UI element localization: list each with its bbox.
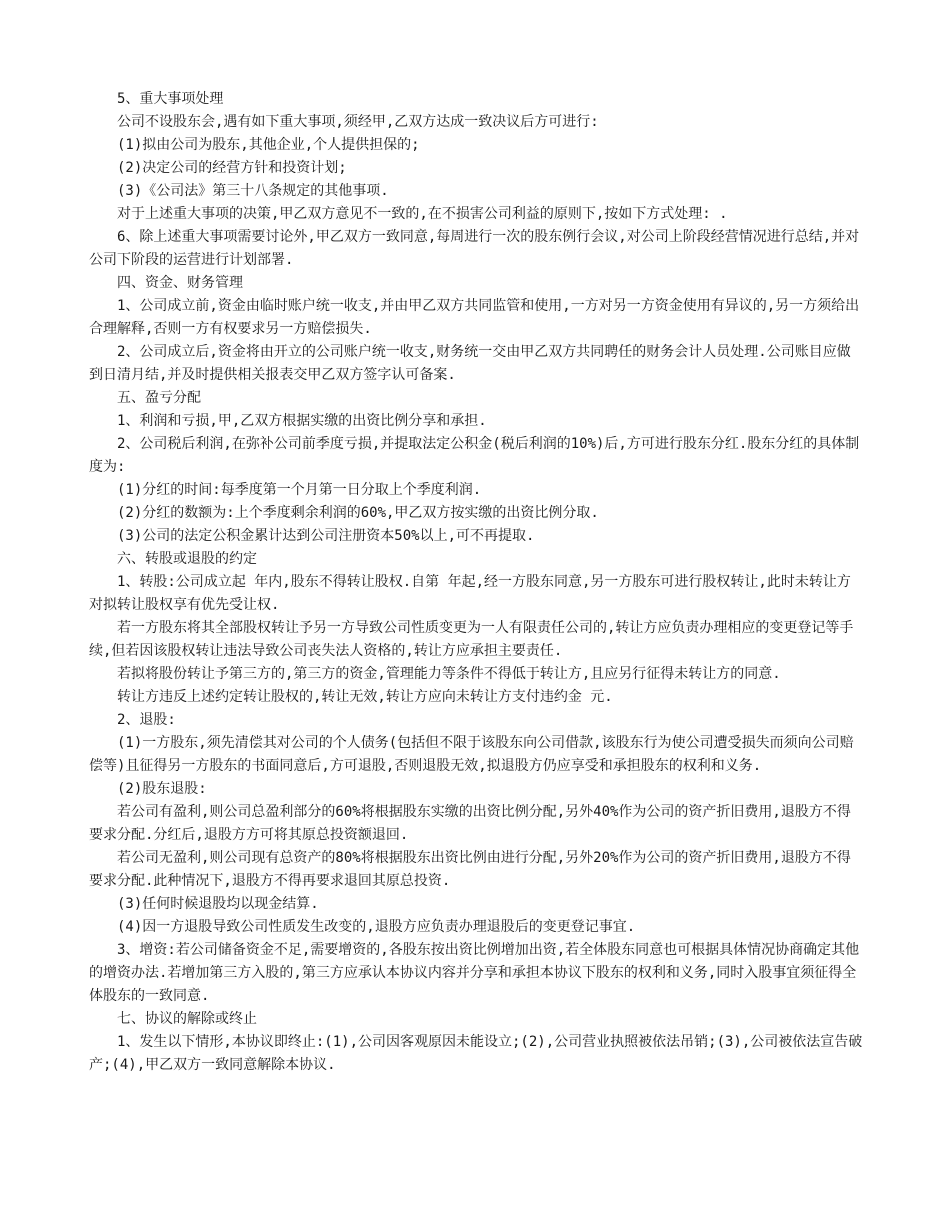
- paragraph: 若一方股东将其全部股权转让予另一方导致公司性质变更为一人有限责任公司的,转让方应负责办理相应的变更登记等手续,但若因该股权转让违法导致公司丧失法人资格的,转让方应承担主要责任.: [89, 620, 854, 659]
- section-heading-major-matters: 5、重大事项处理: [117, 91, 224, 107]
- paragraph: 对于上述重大事项的决策,甲乙双方意见不一致的,在不损害公司利益的原则下,按如下方式处理: .: [117, 206, 728, 222]
- paragraph: 2、公司成立后,资金将由开立的公司账户统一收支,财务统一交由甲乙双方共同聘任的财务会计人员处理.公司账目应做到日清月结,并及时提供相关报表交甲乙双方签字认可备案.: [89, 344, 851, 383]
- list-item: (1)一方股东,须先清偿其对公司的个人债务(包括但不限于该股东向公司借款,该股东行为使公司遭受损失而须向公司赔偿等)且征得另一方股东的书面同意后,方可退股,否则退股无效,拟退股方仍应享受和承担股东的权利和义务.: [89, 735, 854, 774]
- paragraph: 2、公司税后利润,在弥补公司前季度亏损,并提取法定公积金(税后利润的10%)后,方可进行股东分红.股东分红的具体制度为:: [89, 436, 860, 475]
- list-item: (2)股东退股:: [117, 781, 207, 797]
- list-item: (1)拟由公司为股东,其他企业,个人提供担保的;: [117, 137, 420, 153]
- paragraph: 3、增资:若公司储备资金不足,需要增资的,各股东按出资比例增加出资,若全体股东同意也可根据具体情况协商确定其他的增资办法.若增加第三方入股的,第三方应承认本协议内容并分享和承担本协议下股东的权利和义务,同时入股事宜须征得全体股东的一致同意.: [89, 942, 860, 1004]
- document-body: [89, 88, 864, 1077]
- paragraph: 1、公司成立前,资金由临时账户统一收支,并由甲乙双方共同监管和使用,一方对另一方资金使用有异议的,另一方须给出合理解释,否则一方有权要求另一方赔偿损失.: [89, 298, 860, 337]
- subheading-withdrawal: 2、退股:: [117, 712, 176, 728]
- list-item: (3)公司的法定公积金累计达到公司注册资本50%以上,可不再提取.: [117, 528, 535, 544]
- list-item: (3)任何时候退股均以现金结算.: [117, 896, 319, 912]
- paragraph: 1、发生以下情形,本协议即终止:(1),公司因客观原因未能设立;(2),公司营业执照被依法吊销;(3),公司被依法宣告破产;(4),甲乙双方一致同意解除本协议.: [89, 1034, 863, 1073]
- section-heading-termination: 七、协议的解除或终止: [117, 1011, 257, 1027]
- section-heading-share-transfer: 六、转股或退股的约定: [117, 551, 257, 567]
- list-item: (1)分红的时间:每季度第一个月第一日分取上个季度利润.: [117, 482, 482, 498]
- paragraph: 若拟将股份转让予第三方的,第三方的资金,管理能力等条件不得低于转让方,且应另行征得未转让方的同意.: [117, 666, 781, 682]
- list-item: (2)分红的数额为:上个季度剩余利润的60%,甲乙双方按实缴的出资比例分取.: [117, 505, 599, 521]
- list-item: (2)决定公司的经营方针和投资计划;: [117, 160, 347, 176]
- paragraph: 1、利润和亏损,甲,乙双方根据实缴的出资比例分享和承担.: [117, 413, 487, 429]
- paragraph: 6、除上述重大事项需要讨论外,甲乙双方一致同意,每周进行一次的股东例行会议,对公司上阶段经营情况进行总结,并对公司下阶段的运营进行计划部署.: [89, 229, 860, 268]
- list-item: (3)《公司法》第三十八条规定的其他事项.: [117, 183, 389, 199]
- paragraph: 1、转股:公司成立起 年内,股东不得转让股权.自第 年起,经一方股东同意,另一方股东可进行股权转让,此时未转让方对拟转让股权享有优先受让权.: [89, 574, 851, 613]
- section-heading-profit-loss: 五、盈亏分配: [117, 390, 201, 406]
- section-heading-finance: 四、资金、财务管理: [117, 275, 243, 291]
- paragraph: 若公司有盈利,则公司总盈利部分的60%将根据股东实缴的出资比例分配,另外40%作为公司的资产折旧费用,退股方不得要求分配.分红后,退股方方可将其原总投资额退回.: [89, 804, 851, 843]
- paragraph: 转让方违反上述约定转让股权的,转让无效,转让方应向未转让方支付违约金 元.: [117, 689, 613, 705]
- paragraph: 若公司无盈利,则公司现有总资产的80%将根据股东出资比例由进行分配,另外20%作为公司的资产折旧费用,退股方不得要求分配.此种情况下,退股方不得再要求退回其原总投资.: [89, 850, 851, 889]
- paragraph: 公司不设股东会,遇有如下重大事项,须经甲,乙双方达成一致决议后方可进行:: [117, 114, 599, 130]
- list-item: (4)因一方退股导致公司性质发生改变的,退股方应负责办理退股后的变更登记事宜.: [117, 919, 636, 935]
